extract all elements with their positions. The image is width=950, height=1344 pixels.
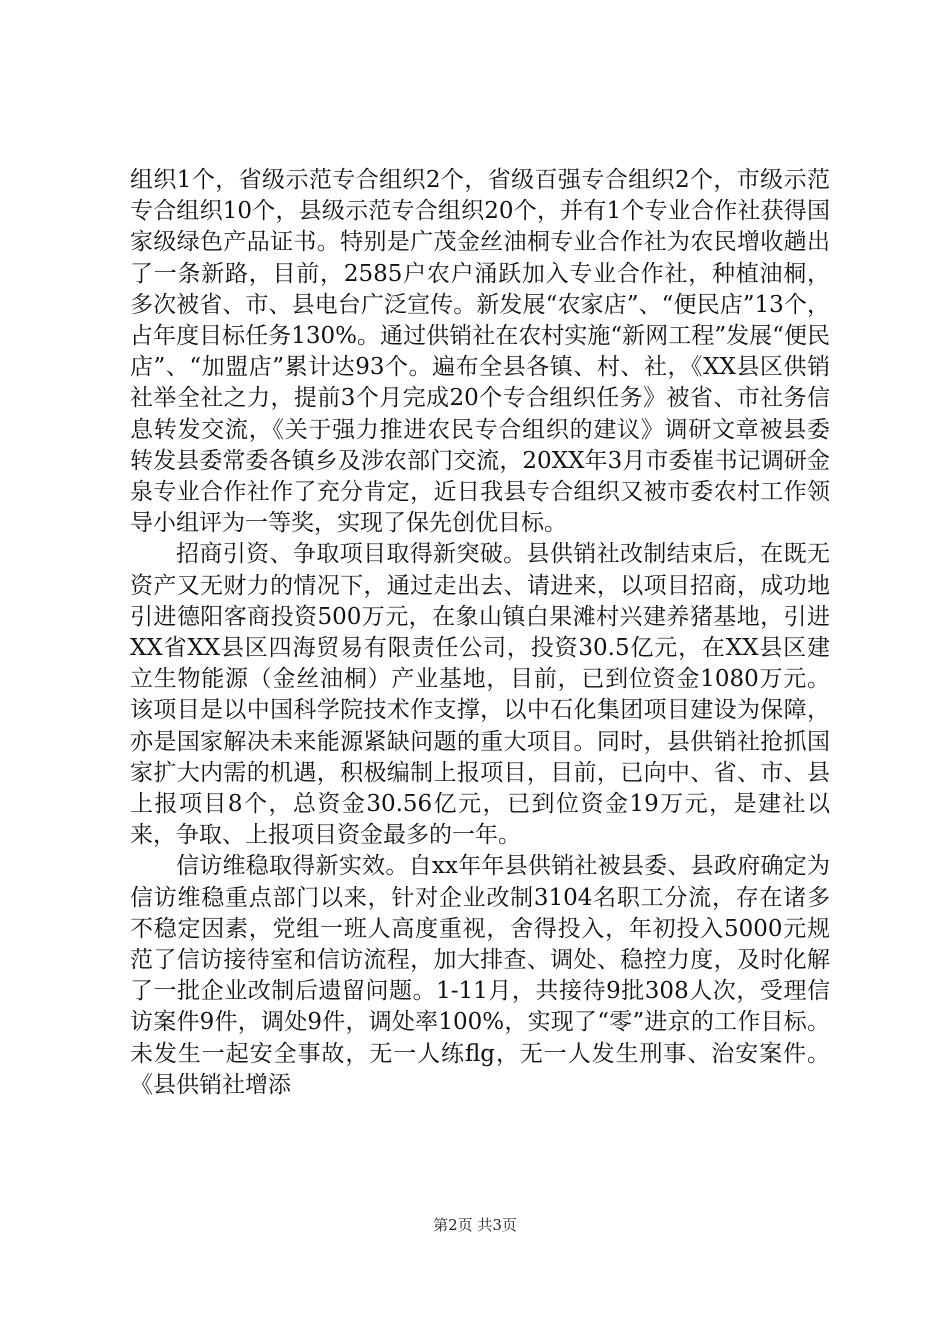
page-number-footer: 第2页 共3页 (433, 1216, 517, 1234)
paragraph-investment: 招商引资、争取项目取得新突破。县供销社改制结束后，在既无资产又无财力的情况下，通过走出去、请进来，以项目招商，成功地引进德阳客商投资500万元，在象山镇白果滩村兴建养猪基地，引进XX省XX县区四海贸易有限责任公司，投资30.5亿元，在XX县区建立生物能源（金丝油桐）产业基地，目前，已到位资金1080万元。该项目是以中国科学院技术作支撑，以中石化集团项目建设为保障，亦是国家解决未来能源紧缺问题的重大项目。同时，县供销社抢抓国家扩大内需的机遇，积极编制上报项目，目前，已向中、省、市、县上报项目8个，总资金30.56亿元，已到位资金19万元，是建社以来，争取、上报项目资金最多的一年。 (130, 541, 830, 849)
paragraph-cooperatives: 组织1个，省级示范专合组织2个，省级百强专合组织2个，市级示范专合组织10个，县级示范专合组织20个，并有1个专业合作社获得国家级绿色产品证书。特别是广茂金丝油桐专业合作社为农民增收趟出了一条新路，目前，2585户农户涌跃加入专业合作社，种植油桐，多次被省、市、县电台广泛宣传。新发展“农家店”、“便民店”13个，占年度目标任务130%。通过供销社在农村实施“新网工程”发展“便民店”、“加盟店”累计达93个。遍布全县各镇、村、社，《XX县区供销社举全社之力，提前3个月完成20个专合组织任务》被省、市社务信息转发交流，《关于强力推进农民专合组织的建议》调研文章被县委转发县委常委各镇乡及涉农部门交流，20XX年3月市委崔书记调研金泉专业合作社作了充分肯定，近日我县专合组织又被市委农村工作领导小组评为一等奖，实现了保先创优目标。 (130, 167, 830, 537)
paragraph-petition-stability: 信访维稳取得新实效。自xx年年县供销社被县委、县政府确定为信访维稳重点部门以来，针对企业改制3104名职工分流，存在诸多不稳定因素，党组一班人高度重视，舍得投入，年初投入5000元规范了信访接待室和信访流程，加大排查、调处、稳控力度，及时化解了一批企业改制后遗留问题。1-11月，共接待9批308人次，受理信访案件9件，调处9件，调处率100%，实现了“零”进京的工作目标。未发生一起安全事故，无一人练flg，无一人发生刑事、治安案件。《县供销社增添 (130, 853, 830, 1098)
document-body (130, 165, 830, 1101)
